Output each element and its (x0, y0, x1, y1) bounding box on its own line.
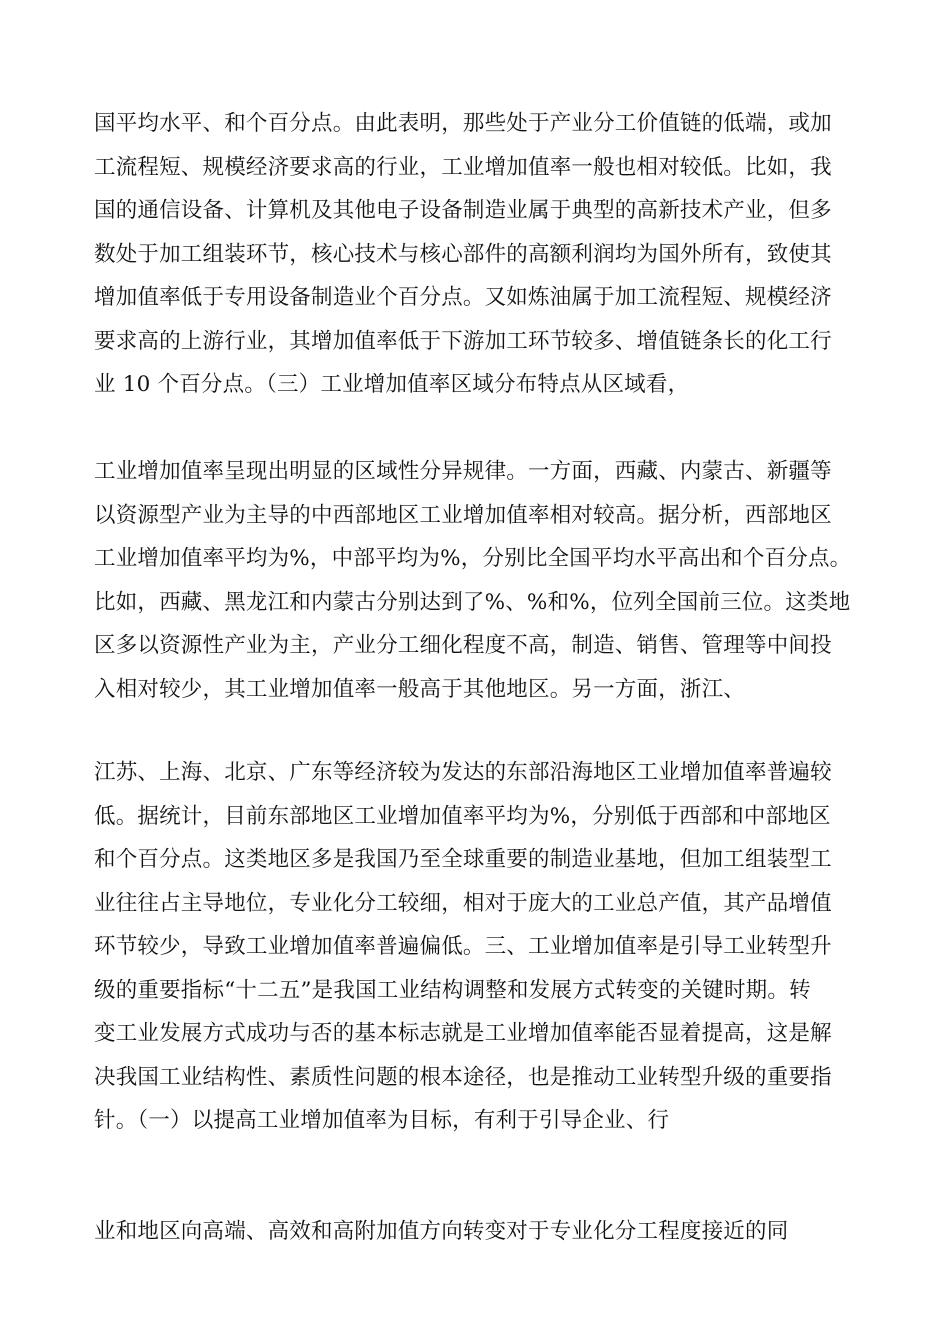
text-line: 工业增加值率呈现出明显的区域性分异规律。一方面，西藏、内蒙古、新疆等 (94, 459, 832, 484)
text-line: 区多以资源性产业为主，产业分工细化程度不高，制造、销售、管理等中间投 (94, 633, 832, 658)
text-line: 工流程短、规模经济要求高的行业，工业增加值率一般也相对较低。比如，我 (94, 154, 832, 180)
text-line: 业和地区向高端、高效和高附加值方向转变对于专业化分工程度接近的同 (94, 1219, 789, 1244)
text-line: 决我国工业结构性、素质性问题的根本途径，也是推动工业转型升级的重要指 (94, 1064, 832, 1090)
text-line: 级的重要指标“十二五”是我国工业结构调整和发展方式转变的关键时期。转 (94, 977, 811, 1003)
text-line: 业 10 个百分点。（三）工业增加值率区域分布特点从区域看， (94, 372, 690, 397)
text-line: 国的通信设备、计算机及其他电子设备制造业属于典型的高新技术产业，但多 (94, 198, 832, 223)
text-line: 低。据统计，目前东部地区工业增加值率平均为%，分别低于西部和中部地区 (94, 803, 831, 829)
text-line: 变工业发展方式成功与否的基本标志就是工业增加值率能否显着提高，这是解 (94, 1021, 832, 1046)
text-line: 环节较少，导致工业增加值率普遍偏低。三、工业增加值率是引导工业转型升 (94, 934, 832, 959)
text-line: 业往往占主导地位，专业化分工较细，相对于庞大的工业总产值，其产品增值 (94, 890, 832, 916)
paragraph-4 (94, 1210, 874, 1254)
text-line: 增加值率低于专用设备制造业个百分点。又如炼油属于加工流程短、规模经济 (94, 285, 832, 310)
text-line: 比如，西藏、黑龙江和内蒙古分别达到了%、%和%，位列全国前三位。这类地 (94, 589, 851, 615)
text-line: 工业增加值率平均为%，中部平均为%，分别比全国平均水平高出和个百分点。 (94, 546, 852, 571)
text-line: 针。（一）以提高工业增加值率为目标，有利于引导企业、行 (94, 1108, 670, 1133)
paragraph-1 (94, 102, 874, 407)
text-line: 数处于加工组装环节，核心技术与核心部件的高额利润均为国外所有，致使其 (94, 241, 832, 267)
text-line: 要求高的上游行业，其增加值率低于下游加工环节较多、增值链条长的化工行 (94, 328, 832, 354)
text-line: 国平均水平、和个百分点。由此表明，那些处于产业分工价值链的低端，或加 (94, 111, 832, 136)
paragraph-3 (94, 751, 874, 1143)
text-line: 江苏、上海、北京、广东等经济较为发达的东部沿海地区工业增加值率普遍较 (94, 760, 832, 785)
text-line: 和个百分点。这类地区多是我国乃至全球重要的制造业基地，但加工组装型工 (94, 847, 832, 872)
text-line: 入相对较少，其工业增加值率一般高于其他地区。另一方面，浙江、 (94, 676, 746, 702)
paragraph-2 (94, 450, 874, 711)
text-line: 以资源型产业为主导的中西部地区工业增加值率相对较高。据分析，西部地区 (94, 502, 832, 528)
